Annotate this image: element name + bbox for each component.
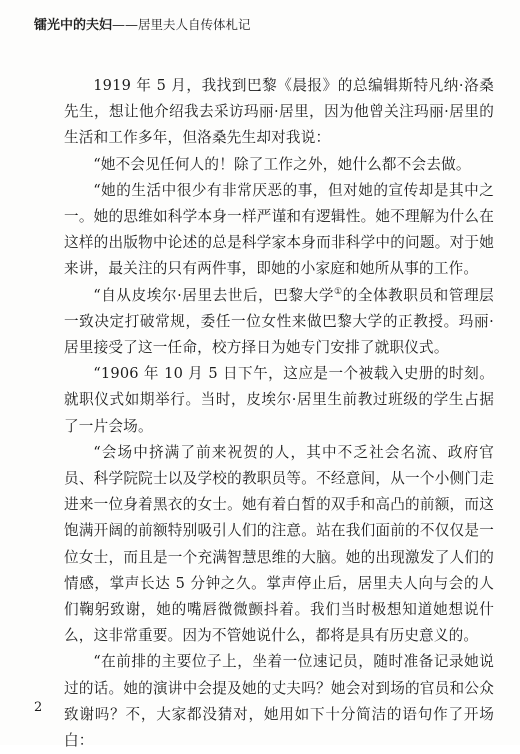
paragraph-text: “自从皮埃尔·居里去世后，巴黎大学	[93, 286, 334, 304]
page-number: 2	[34, 700, 43, 715]
paragraph-5	[64, 361, 494, 440]
paragraph-4	[64, 283, 494, 362]
paragraph-text: “她不会见任何人的！除了工作之外，她什么都不会去做。	[93, 155, 471, 173]
paragraph-1	[64, 73, 494, 152]
paragraph-text-continued: 的全体教职员和管理层一致决定打破常规，委任一位女性来做巴黎大学的正教授。玛丽·居里接受了这一任命，校方择日为她专门安排了就职仪式。	[64, 286, 494, 357]
paragraph-text: “在前排的主要位子上，坐着一位速记员，随时准备记录她说过的话。她的演讲中会提及她的丈夫吗？她会对到场的官员和公众致谢吗？不，大家都没猜对，她用如下十分简洁的语句作了开场白：	[64, 653, 494, 750]
paragraph-text: 1919 年 5 月，我找到巴黎《晨报》的总编辑斯特凡纳·洛桑先生，想让他介绍我去采访玛丽·居里，因为他曾关注玛丽·居里的生活和工作多年，但洛桑先生却对我说：	[64, 77, 494, 147]
paragraph-text: “会场中挤满了前来祝贺的人，其中不乏社会名流、政府官员、科学院院士以及学校的教职员等。不经意间，从一个小侧门走进来一位身着黑衣的女士。她有着白皙的双手和高凸的前额，而这饱满开阔的前额特别吸引人们的注意。站在我们面前的不仅仅是一位女士，而且是一个充满智慧思维的大脑。她的出现激发了人们的情感，掌声长达 5 分钟之久。掌声停止后，居里夫人向与会的人们鞠躬致谢，她的嘴唇微微颤抖着。我们当时极想知道她想说什么，这非常重要。因为不管她说什么，都将是具有历史意义的。	[64, 443, 494, 645]
book-subtitle: 居里夫人自传体札记	[138, 17, 251, 32]
paragraph-6	[64, 440, 494, 650]
paragraph-3	[64, 178, 494, 283]
running-header	[34, 16, 251, 35]
paragraph-text: “她的生活中很少有非常厌恶的事，但对她的宣传却是其中之一。她的思维如科学本身一样严谨和有逻辑性。她不理解为什么在这样的出版物中论述的总是科学家本身而非科学中的问题。对于她来讲，最关注的只有两件事，即她的小家庭和她所从事的工作。	[64, 181, 494, 278]
paragraph-text: “1906 年 10 月 5 日下午，这应是一个被载入史册的时刻。就职仪式如期举行。当时，皮埃尔·居里生前教过班级的学生占据了一片会场。	[64, 365, 494, 435]
paragraph-2	[64, 152, 494, 178]
paragraph-7	[64, 649, 494, 754]
body-text	[64, 73, 494, 754]
header-separator: ——	[112, 18, 139, 33]
footnote-marker: ①	[334, 286, 343, 297]
book-title: 镭光中的夫妇	[34, 18, 113, 33]
